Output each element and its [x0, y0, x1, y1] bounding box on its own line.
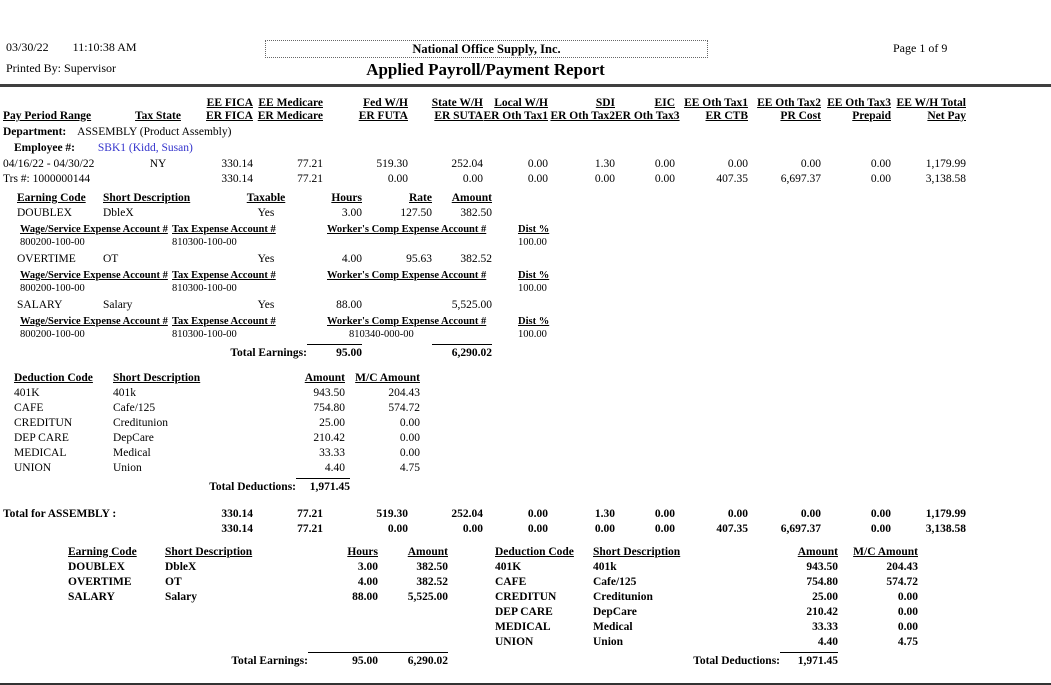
department-total-label: Total for ASSEMBLY :	[3, 508, 117, 520]
total-deductions-label: Total Deductions:	[209, 481, 296, 493]
summary-deductions-table	[495, 545, 918, 650]
summary-deduction-row: 401K 401k 943.50 204.43	[495, 561, 918, 573]
col-er-oth-tax3: ER Oth Tax3	[615, 110, 680, 122]
hdr-short-description: Short Description	[103, 192, 191, 204]
deductions-detail-section	[0, 371, 1051, 495]
summary-spacer	[0, 605, 448, 650]
summary-total-earnings-label: Total Earnings:	[231, 655, 308, 667]
department-total-ee-row: Total for ASSEMBLY : 330.14 77.21 519.30 252.04 0.00 1.30 0.00 0.00 0.00 0.00 1,179.99	[3, 508, 967, 520]
earnings-header	[17, 191, 492, 206]
deduction-row: CAFE Cafe/125 754.80 574.72	[14, 402, 420, 414]
col-er-medicare: ER Medicare	[257, 110, 323, 122]
account-header: Wage/Service Expense Account # Tax Expense Account # Worker's Comp Expense Account # Dist %	[20, 270, 550, 281]
col-er-oth-tax1: ER Oth Tax1	[483, 110, 548, 122]
earnings-detail-section	[0, 191, 1051, 361]
summary-earnings-block	[0, 545, 448, 669]
col-er-oth-tax2: ER Oth Tax2	[550, 110, 615, 122]
deduction-row: DEP CARE DepCare 210.42 0.00	[14, 432, 420, 444]
deduction-row: MEDICAL Medical 33.33 0.00	[14, 447, 420, 459]
summary-deduction-row: MEDICAL Medical 33.33 0.00	[495, 621, 918, 633]
hdr-hours: Hours	[331, 192, 362, 204]
summary-total-deductions-label: Total Deductions:	[693, 655, 780, 667]
summary-earnings-table	[68, 545, 448, 605]
employee-label: Employee #:	[14, 142, 76, 154]
summary-total-earnings-hours: 95.00	[308, 653, 378, 670]
header-rule	[0, 84, 1051, 87]
printed-by-label: Printed By:	[6, 61, 62, 75]
hdr-taxable: Taxable	[246, 192, 286, 204]
col-fed-wh: Fed W/H	[363, 97, 408, 109]
report-datetime	[6, 40, 137, 55]
earning-row: DOUBLEX DbleX Yes 3.00 127.50 382.50	[17, 207, 492, 219]
total-earnings-row	[17, 344, 492, 361]
summary-deduction-row: CREDITUN Creditunion 25.00 0.00	[495, 591, 918, 603]
deduction-row: UNION Union 4.40 4.75	[14, 462, 420, 474]
col-local-wh: Local W/H	[494, 97, 548, 109]
tax-state-value: NY	[149, 158, 167, 170]
col-ee-fica: EE FICA	[206, 97, 253, 109]
col-sdi: SDI	[595, 97, 615, 109]
grid-header-row-2	[3, 110, 966, 123]
deduction-row: CREDITUN Creditunion 25.00 0.00	[14, 417, 420, 429]
transaction-number: Trs #: 1000000144	[3, 173, 91, 185]
hdr-earning-code: Earning Code	[17, 192, 86, 204]
department-total-rows	[3, 507, 966, 537]
page-indicator: Page 1 of 9	[893, 41, 948, 55]
total-deductions-amount: 1,971.45	[296, 479, 350, 496]
summary-deduction-row: CAFE Cafe/125 754.80 574.72	[495, 576, 918, 588]
report-time: 11:10:38 AM	[72, 40, 137, 54]
total-earnings-amount: 6,290.02	[432, 345, 492, 362]
col-net-pay: Net Pay	[927, 110, 966, 122]
col-ee-oth-tax2: EE Oth Tax2	[757, 97, 821, 109]
report-date: 03/30/22	[6, 40, 49, 54]
department-row	[3, 125, 1051, 140]
employee-row	[14, 141, 1051, 156]
summary-earnings-header: Earning Code Short Description Hours Amount	[68, 546, 448, 558]
deductions-table	[14, 371, 420, 476]
department-total-er-row: 330.14 77.21 0.00 0.00 0.00 0.00 0.00 407.35 6,697.37 0.00 3,138.58	[221, 523, 967, 535]
col-pr-cost: PR Cost	[780, 110, 821, 122]
report-header	[0, 0, 1051, 91]
col-eic: EIC	[654, 97, 675, 109]
summary-total-earnings-row	[68, 652, 448, 669]
col-tax-state: Tax State	[135, 110, 181, 122]
summary-earning-row: SALARY Salary 88.00 5,525.00	[68, 591, 448, 603]
col-ee-oth-tax3: EE Oth Tax3	[827, 97, 891, 109]
deduction-row: 401K 401k 943.50 204.43	[14, 387, 420, 399]
summary-earning-row: OVERTIME OT 4.00 382.52	[68, 576, 448, 588]
employee-er-row: Trs #: 1000000144 330.14 77.21 0.00 0.00 0.00 0.00 0.00 407.35 6,697.37 0.00 3,138.58	[3, 173, 966, 185]
hdr-amount: Amount	[451, 192, 492, 204]
summary-total-deductions-amount: 1,971.45	[780, 653, 838, 670]
department-label: Department:	[3, 126, 67, 138]
account-header: Wage/Service Expense Account # Tax Expense Account # Worker's Comp Expense Account # Dist %	[20, 316, 550, 327]
summary-deduction-row: UNION Union 4.40 4.75	[495, 636, 918, 648]
col-ee-wh-total: EE W/H Total	[896, 97, 966, 109]
total-deductions-row	[14, 478, 350, 495]
account-row: 800200-100-00 810300-100-00 810340-000-00 100.00	[20, 329, 547, 340]
col-ee-medicare: EE Medicare	[258, 97, 323, 109]
summary-total-earnings-amount: 6,290.02	[378, 653, 448, 670]
account-header: Wage/Service Expense Account # Tax Expense Account # Worker's Comp Expense Account # Dist %	[20, 224, 550, 235]
col-er-fica: ER FICA	[206, 110, 253, 122]
company-name-box: National Office Supply, Inc.	[265, 40, 708, 58]
col-state-wh: State W/H	[431, 97, 483, 109]
total-earnings-label: Total Earnings:	[230, 347, 307, 359]
total-earnings-hours: 95.00	[307, 345, 362, 362]
account-row: 800200-100-00 810300-100-00 100.00	[20, 283, 547, 294]
earning-row: OVERTIME OT Yes 4.00 95.63 382.52	[17, 253, 492, 265]
department-value: ASSEMBLY (Product Assembly)	[77, 126, 232, 138]
col-er-ctb: ER CTB	[705, 110, 748, 122]
summary-deduction-row: DEP CARE DepCare 210.42 0.00	[495, 606, 918, 618]
printed-by-line	[6, 61, 116, 76]
hdr-rate: Rate	[409, 192, 432, 204]
account-row: 800200-100-00 810300-100-00 100.00	[20, 237, 547, 248]
earning-row: SALARY Salary Yes 88.00 5,525.00	[17, 299, 492, 311]
col-er-futa: ER FUTA	[358, 110, 408, 122]
col-prepaid: Prepaid	[852, 110, 891, 122]
summary-earning-row: DOUBLEX DbleX 3.00 382.50	[68, 561, 448, 573]
summary-deductions-header: Deduction Code Short Description Amount M/C Amount	[495, 546, 918, 558]
grid-header-row-1	[3, 97, 966, 110]
employee-link[interactable]: SBK1 (Kidd, Susan)	[97, 142, 193, 154]
payroll-grid-header	[3, 97, 966, 123]
summary-total-deductions-row	[495, 652, 918, 669]
col-pay-period-range: Pay Period Range	[3, 110, 92, 122]
pay-period-range: 04/16/22 - 04/30/22	[3, 158, 95, 170]
col-ee-oth-tax1: EE Oth Tax1	[684, 97, 748, 109]
summary-deductions-block	[448, 545, 918, 669]
printed-by-value: Supervisor	[64, 61, 117, 75]
col-er-suta: ER SUTA	[434, 110, 483, 122]
employee-pay-rows	[3, 157, 966, 187]
deductions-header: Deduction Code Short Description Amount M/C Amount	[14, 372, 420, 384]
report-title: Applied Payroll/Payment Report	[366, 60, 605, 79]
employee-ee-row: 04/16/22 - 04/30/22 NY 330.14 77.21 519.30 252.04 0.00 1.30 0.00 0.00 0.00 0.00 1,179.99	[3, 158, 966, 170]
department-summary-section	[0, 545, 1051, 669]
